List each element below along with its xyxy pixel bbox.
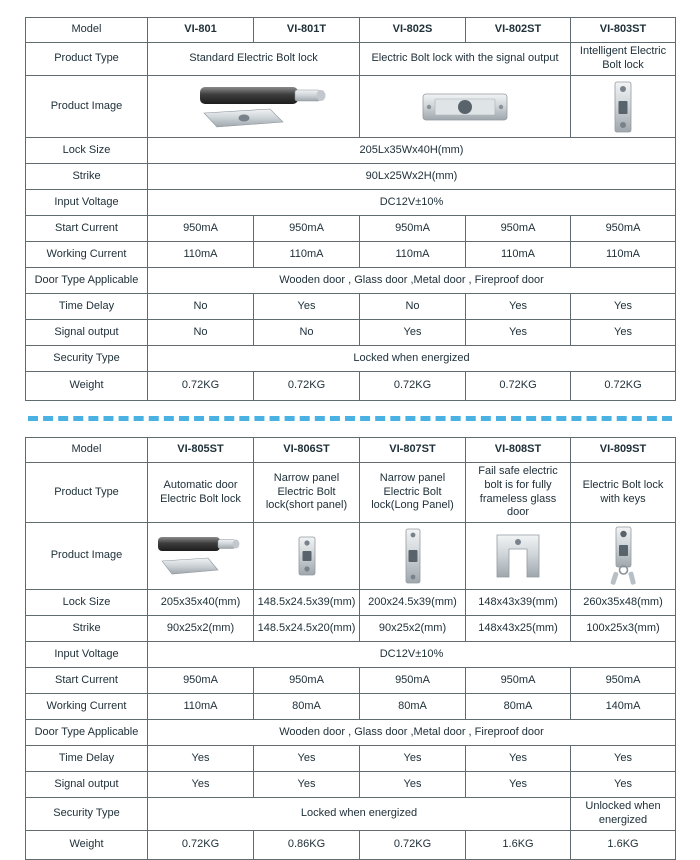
row-label-product-type: Product Type <box>26 463 148 523</box>
row-label-door-type: Door Type Applicable <box>26 720 148 746</box>
strike-value: 148x43x25(mm) <box>466 616 571 642</box>
intelligent-bolt-lock-image <box>595 79 651 135</box>
model-vi-807st: VI-807ST <box>360 438 466 463</box>
product-type-vi-805st: Automatic door Electric Bolt lock <box>148 463 254 523</box>
model-vi-809st: VI-809ST <box>571 438 676 463</box>
table-row-start-current <box>26 216 676 242</box>
table-row-working-current <box>26 242 676 268</box>
table-row-door-type <box>26 268 676 294</box>
product-image-cell-vi-805st <box>148 523 254 590</box>
signal-output-value: Yes <box>148 772 254 798</box>
product-type-vi-808st: Fail safe electric bolt is for fully frameless glass door <box>466 463 571 523</box>
start-current-value: 950mA <box>571 216 676 242</box>
row-label-lock-size: Lock Size <box>26 590 148 616</box>
table-row-lock-size <box>26 590 676 616</box>
table-row-security-type <box>26 798 676 831</box>
row-label-weight: Weight <box>26 830 148 859</box>
model-vi-801: VI-801 <box>148 18 254 43</box>
table-row-strike <box>26 164 676 190</box>
weight-value: 0.72KG <box>254 372 360 401</box>
table-row-start-current <box>26 668 676 694</box>
weight-value: 0.72KG <box>148 372 254 401</box>
start-current-value: 950mA <box>466 668 571 694</box>
row-label-start-current: Start Current <box>26 216 148 242</box>
product-image-cell-vi-809st <box>571 523 676 590</box>
strike-value: 90x25x2(mm) <box>148 616 254 642</box>
table-row-product-type <box>26 43 676 76</box>
weight-value: 0.86KG <box>254 830 360 859</box>
product-type-vi-802: Electric Bolt lock with the signal output <box>360 43 571 76</box>
bolt-lock-with-keys-image <box>588 525 658 587</box>
start-current-value: 950mA <box>148 216 254 242</box>
table-row-working-current <box>26 694 676 720</box>
row-label-signal-output: Signal output <box>26 320 148 346</box>
table-row-signal-output <box>26 320 676 346</box>
row-label-security-type: Security Type <box>26 798 148 831</box>
long-narrow-panel-lock-image <box>383 526 443 586</box>
short-narrow-panel-lock-image <box>277 527 337 585</box>
row-label-strike: Strike <box>26 616 148 642</box>
weight-value: 0.72KG <box>466 372 571 401</box>
weight-value: 0.72KG <box>571 372 676 401</box>
table-row-door-type <box>26 720 676 746</box>
time-delay-value: Yes <box>254 746 360 772</box>
row-label-model: Model <box>26 438 148 463</box>
start-current-value: 950mA <box>254 668 360 694</box>
start-current-value: 950mA <box>466 216 571 242</box>
row-label-security-type: Security Type <box>26 346 148 372</box>
model-vi-803st: VI-803ST <box>571 18 676 43</box>
signal-output-value: Yes <box>571 320 676 346</box>
product-type-vi-806st: Narrow panel Electric Bolt lock(short panel) <box>254 463 360 523</box>
table-row-model <box>26 18 676 43</box>
start-current-value: 950mA <box>148 668 254 694</box>
lock-size-value: 205x35x40(mm) <box>148 590 254 616</box>
signal-output-value: Yes <box>466 772 571 798</box>
time-delay-value: No <box>148 294 254 320</box>
signal-output-bolt-lock-image <box>395 80 535 134</box>
time-delay-value: No <box>360 294 466 320</box>
signal-output-value: Yes <box>466 320 571 346</box>
working-current-value: 110mA <box>254 242 360 268</box>
table-row-time-delay <box>26 746 676 772</box>
working-current-value: 80mA <box>466 694 571 720</box>
working-current-value: 140mA <box>571 694 676 720</box>
product-image-cell-vi-808st <box>466 523 571 590</box>
table-row-product-type <box>26 463 676 523</box>
time-delay-value: Yes <box>571 746 676 772</box>
working-current-value: 110mA <box>148 242 254 268</box>
spec-table-bottom <box>25 437 676 860</box>
weight-value: 0.72KG <box>360 830 466 859</box>
lock-size-value: 200x24.5x39(mm) <box>360 590 466 616</box>
start-current-value: 950mA <box>254 216 360 242</box>
start-current-value: 950mA <box>360 668 466 694</box>
model-vi-808st: VI-808ST <box>466 438 571 463</box>
security-type-value-main: Locked when energized <box>148 798 571 831</box>
weight-value: 1.6KG <box>466 830 571 859</box>
table-row-model <box>26 438 676 463</box>
row-label-lock-size: Lock Size <box>26 138 148 164</box>
standard-bolt-lock-image <box>166 80 342 134</box>
table-row-security-type <box>26 346 676 372</box>
input-voltage-value-all: DC12V±10% <box>148 190 676 216</box>
row-label-time-delay: Time Delay <box>26 746 148 772</box>
signal-output-value: No <box>254 320 360 346</box>
model-vi-802s: VI-802S <box>360 18 466 43</box>
product-type-vi-809st: Electric Bolt lock with keys <box>571 463 676 523</box>
row-label-working-current: Working Current <box>26 242 148 268</box>
door-type-value-all: Wooden door , Glass door ,Metal door , Fireproof door <box>148 720 676 746</box>
signal-output-value: Yes <box>254 772 360 798</box>
signal-output-value: Yes <box>360 320 466 346</box>
weight-value: 0.72KG <box>148 830 254 859</box>
row-label-product-image: Product Image <box>26 523 148 590</box>
time-delay-value: Yes <box>466 746 571 772</box>
start-current-value: 950mA <box>360 216 466 242</box>
time-delay-value: Yes <box>148 746 254 772</box>
working-current-value: 80mA <box>254 694 360 720</box>
weight-value: 0.72KG <box>360 372 466 401</box>
table-row-input-voltage <box>26 642 676 668</box>
product-type-vi-803st: Intelligent Electric Bolt lock <box>571 43 676 76</box>
row-label-product-type: Product Type <box>26 43 148 76</box>
security-type-value-all: Locked when energized <box>148 346 676 372</box>
signal-output-value: Yes <box>571 772 676 798</box>
signal-output-value: Yes <box>360 772 466 798</box>
table-row-weight <box>26 372 676 401</box>
table-row-strike <box>26 616 676 642</box>
row-label-input-voltage: Input Voltage <box>26 190 148 216</box>
door-type-value-all: Wooden door , Glass door ,Metal door , Fireproof door <box>148 268 676 294</box>
row-label-input-voltage: Input Voltage <box>26 642 148 668</box>
row-label-time-delay: Time Delay <box>26 294 148 320</box>
strike-value: 148.5x24.5x20(mm) <box>254 616 360 642</box>
lock-size-value-all: 205Lx35Wx40H(mm) <box>148 138 676 164</box>
working-current-value: 110mA <box>466 242 571 268</box>
strike-value: 90x25x2(mm) <box>360 616 466 642</box>
row-label-signal-output: Signal output <box>26 772 148 798</box>
product-type-vi-801: Standard Electric Bolt lock <box>148 43 360 76</box>
table-row-signal-output <box>26 772 676 798</box>
table-row-weight <box>26 830 676 859</box>
time-delay-value: Yes <box>466 294 571 320</box>
product-image-cell-vi-806st <box>254 523 360 590</box>
product-image-cell-vi-807st <box>360 523 466 590</box>
start-current-value: 950mA <box>571 668 676 694</box>
lock-size-value: 148x43x39(mm) <box>466 590 571 616</box>
product-image-cell-vi-803st <box>571 76 676 138</box>
dashed-table-divider <box>28 416 672 421</box>
row-label-weight: Weight <box>26 372 148 401</box>
product-type-vi-807st: Narrow panel Electric Bolt lock(Long Panel) <box>360 463 466 523</box>
strike-value-all: 90Lx25Wx2H(mm) <box>148 164 676 190</box>
model-vi-806st: VI-806ST <box>254 438 360 463</box>
table-row-lock-size <box>26 138 676 164</box>
strike-value: 100x25x3(mm) <box>571 616 676 642</box>
spec-table-top <box>25 17 676 401</box>
table-row-product-image <box>26 76 676 138</box>
row-label-door-type: Door Type Applicable <box>26 268 148 294</box>
row-label-model: Model <box>26 18 148 43</box>
working-current-value: 110mA <box>360 242 466 268</box>
row-label-product-image: Product Image <box>26 76 148 138</box>
lock-size-value: 260x35x48(mm) <box>571 590 676 616</box>
input-voltage-value-all: DC12V±10% <box>148 642 676 668</box>
signal-output-value: No <box>148 320 254 346</box>
security-type-value-vi-809st: Unlocked when energized <box>571 798 676 831</box>
model-vi-805st: VI-805ST <box>148 438 254 463</box>
automatic-door-bolt-lock-image <box>152 527 250 585</box>
product-image-cell-vi-801 <box>148 76 360 138</box>
row-label-strike: Strike <box>26 164 148 190</box>
model-vi-801t: VI-801T <box>254 18 360 43</box>
time-delay-value: Yes <box>254 294 360 320</box>
time-delay-value: Yes <box>360 746 466 772</box>
working-current-value: 80mA <box>360 694 466 720</box>
table-row-product-image <box>26 523 676 590</box>
table-row-input-voltage <box>26 190 676 216</box>
weight-value: 1.6KG <box>571 830 676 859</box>
frameless-glass-door-bolt-image <box>483 527 553 585</box>
lock-size-value: 148.5x24.5x39(mm) <box>254 590 360 616</box>
working-current-value: 110mA <box>571 242 676 268</box>
product-image-cell-vi-802 <box>360 76 571 138</box>
time-delay-value: Yes <box>571 294 676 320</box>
row-label-start-current: Start Current <box>26 668 148 694</box>
table-row-time-delay <box>26 294 676 320</box>
row-label-working-current: Working Current <box>26 694 148 720</box>
model-vi-802st: VI-802ST <box>466 18 571 43</box>
working-current-value: 110mA <box>148 694 254 720</box>
